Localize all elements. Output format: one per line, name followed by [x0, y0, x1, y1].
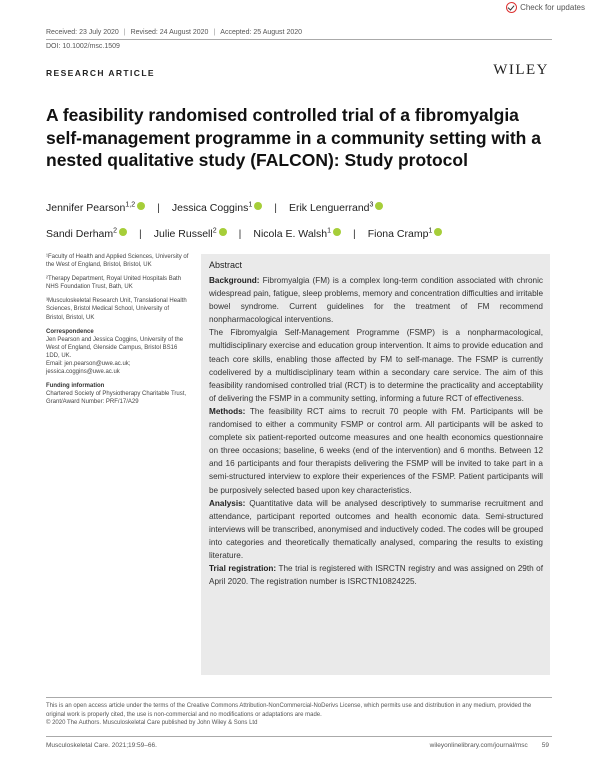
- author[interactable]: Jessica Coggins$^1$: [172, 202, 262, 214]
- article-title: A feasibility randomised controlled trial of a fibromyalgia self-management programme in a community setting with a nested qualitative study (FALCON): Study protocol: [46, 105, 541, 170]
- correspondence-text: Jen Pearson and Jessica Coggins, University of the West of England, Glenside Campus, Bristol BS16 1DD, UK.: [46, 336, 184, 359]
- article-dates: [46, 29, 302, 36]
- author[interactable]: Nicola E. Walsh$^1$: [253, 228, 341, 240]
- license-text: This is an open access article under the terms of the Creative Commons Attribution-NonCommercial-NoDerivs License, which permits use and distribution in any medium, provided the original work is properly cited, the use is non-commercial and no modifications or adaptations are made.: [46, 703, 532, 718]
- orcid-icon[interactable]: [119, 228, 127, 236]
- journal-url[interactable]: wileyonlinelibrary.com/journal/msc: [429, 742, 528, 749]
- footer-right: [430, 742, 549, 749]
- affiliation: ¹Faculty of Health and Applied Sciences, University of the West of England, Bristol, Bristol, UK: [46, 254, 189, 269]
- affiliation: ²Therapy Department, Royal United Hospitals Bath NHS Foundation Trust, Bath, UK: [46, 276, 182, 291]
- abstract-background: Background: Fibromyalgia (FM) is a complex long-term condition associated with chronic widespread pain, fatigue, sleep problems, memory and concentration difficulties and irritable bowel syndrome. Current guidelines for the treatment of FM recommend nonpharmacological interventions.: [209, 276, 543, 325]
- author[interactable]: Sandi Derham$^2$: [46, 228, 127, 240]
- author[interactable]: Fiona Cramp$^1$: [368, 228, 443, 240]
- journal-citation: Musculoskeletal Care. 2021;19:59–66.: [46, 742, 157, 749]
- footer-divider: [46, 697, 552, 698]
- abstract-analysis: Analysis: Quantitative data will be analysed descriptively to summarise recruitment and attendance, participant reported outcomes and health economic data. Semi-structured interviews will be transcribed, anonymised and inductively coded. The codes will be grouped into categories and theoretically thematically analysed, comparing the results to existing literature.: [209, 498, 543, 560]
- header-divider: [46, 39, 552, 40]
- abstract-para2: The Fibromyalgia Self-Management Programme (FSMP) is a nonpharmacological, multidisciplinary exercise and education group intervention. It aims to provide education and teach core skills, enabling those affected by FM to self-manage. The FSMP is currently codelivered by a multidisciplinary team within a secondary care service. The aim of this feasibility randomised controlled trial (RCT) is to determine the practicality and acceptability of delivering the FSMP in a community setting, informing a future RCT of effectiveness.: [209, 328, 543, 403]
- check-updates-icon: [506, 2, 517, 13]
- received-date: Received: 23 July 2020: [46, 29, 119, 36]
- affiliation: ³Musculoskeletal Research Unit, Translational Health Sciences, Bristol Medical School, University of Bristol, Bristol, UK: [46, 298, 187, 321]
- page-number: 59: [541, 742, 549, 749]
- author[interactable]: Jennifer Pearson$^{1,2}$: [46, 202, 145, 214]
- abstract-box: [201, 254, 550, 675]
- publisher-logo: WILEY: [493, 62, 549, 78]
- orcid-icon[interactable]: [434, 228, 442, 236]
- abstract-body: [209, 274, 543, 588]
- orcid-icon[interactable]: [375, 202, 383, 210]
- copyright-text: © 2020 The Authors. Musculoskeletal Care published by John Wiley & Sons Ltd: [46, 720, 258, 726]
- author[interactable]: Erik Lenguerrand$^3$: [289, 202, 383, 214]
- orcid-icon[interactable]: [137, 202, 145, 210]
- correspondence-heading: Correspondence: [46, 328, 94, 335]
- abstract-heading: Abstract: [209, 260, 243, 270]
- abstract-methods: Methods: The feasibility RCT aims to recruit 70 people with FM. Participants will be randomised to either a community FSMP or control arm. All participants will be asked to complete six patient-reported outcome measures and one health economics questionnaire on three occasions; baseline, 6 weeks (end of the intervention) and 6 months. Between 12 and 16 participants and four therapists delivering the FSMP will be invited to take part in a semi-structured interview to explore their experiences of the FSMP. Patient participants will be purposively selected based upon key characteristics.: [209, 406, 543, 495]
- doi[interactable]: DOI: 10.1002/msc.1509: [46, 43, 120, 50]
- footer-license: [46, 702, 552, 728]
- accepted-date: Accepted: 25 August 2020: [220, 29, 303, 36]
- author-list: Jennifer Pearson$^{1,2}$ | Jessica Coggins$^1$ | Erik Lenguerrand$^3$ Sandi Derham$^2$ | Julie Russell$^2$ | Nicola E. Walsh$^1$ | Fiona Cramp$^1$: [46, 193, 556, 246]
- date-separator: |: [213, 29, 216, 36]
- funding-heading: Funding information: [46, 383, 105, 390]
- orcid-icon[interactable]: [219, 228, 227, 236]
- correspondence-email[interactable]: Email: jen.pearson@uwe.ac.uk; jessica.coggins@uwe.ac.uk: [46, 361, 131, 376]
- orcid-icon[interactable]: [333, 228, 341, 236]
- date-separator: |: [123, 29, 126, 36]
- sidebar-info: [46, 253, 189, 407]
- footer-divider: [46, 736, 552, 737]
- check-updates-label: Check for updates: [520, 3, 585, 12]
- author[interactable]: Julie Russell$^2$: [154, 228, 227, 240]
- article-type: RESEARCH ARTICLE: [46, 68, 155, 78]
- abstract-trial: Trial registration: The trial is registered with ISRCTN registry and was assigned on 29th of April 2020. The registration number is ISRCTN10824225.: [209, 564, 543, 587]
- orcid-icon[interactable]: [254, 202, 262, 210]
- check-for-updates-badge[interactable]: [506, 2, 585, 13]
- funding-text: Chartered Society of Physiotherapy Charitable Trust, Grant/Award Number: PRF/17/A29: [46, 391, 187, 406]
- revised-date: Revised: 24 August 2020: [130, 29, 209, 36]
